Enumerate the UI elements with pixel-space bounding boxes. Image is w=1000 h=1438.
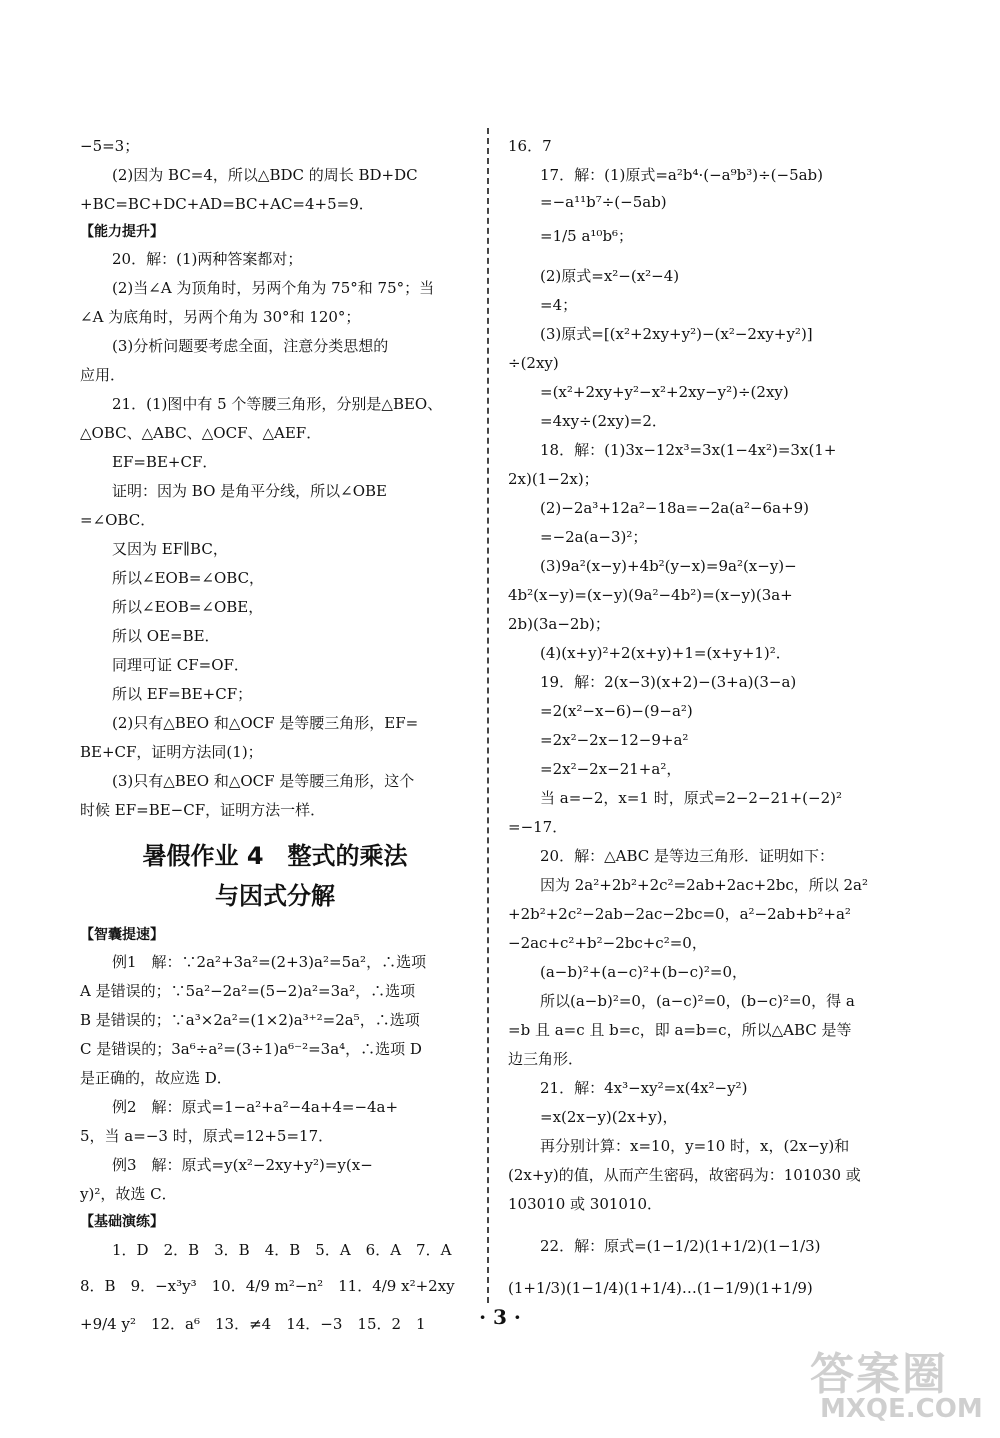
- text-line: (3)9a²(x−y)+4b²(y−x)=9a²(x−y)−: [540, 557, 797, 575]
- text-line: A 是错误的；∵5a²−2a²=(5−2)a²=3a²，∴选项: [80, 982, 416, 1000]
- text-line: △OBC、△ABC、△OCF、△AEF．: [80, 424, 322, 442]
- text-line: (3)只有△BEO 和△OCF 是等腰三角形，这个: [112, 772, 415, 790]
- text-line: 所以 EF=BE+CF；: [112, 685, 253, 703]
- text-line: =2x²−2x−12−9+a²: [540, 731, 689, 749]
- page-title-line1: 暑假作业 4 整式的乘法: [142, 842, 408, 870]
- text-line: 例1 解：∵2a²+3a²=(2+3)a²=5a²，∴选项: [112, 953, 427, 971]
- text-line: 17．解：(1)原式=a²b⁴·(−a⁹b³)÷(−5ab): [540, 166, 824, 184]
- text-line: =(x²+2xy+y²−x²+2xy−y²)÷(2xy): [540, 383, 789, 401]
- watermark-url: MXQE.COM: [820, 1394, 983, 1424]
- text-line: 再分别计算：x=10，y=10 时，x，(2x−y)和: [540, 1137, 850, 1155]
- page-number: · 3 ·: [479, 1305, 521, 1329]
- text-line: 20．解：(1)两种答案都对；: [112, 250, 303, 268]
- text-line: (3)原式=[(x²+2xy+y²)−(x²−2xy+y²)]: [540, 325, 813, 343]
- text-line: 所以(a−b)²=0，(a−c)²=0，(b−c)²=0，得 a: [540, 992, 855, 1010]
- text-line: 又因为 EF∥BC，: [112, 540, 228, 558]
- text-line: ÷(2xy): [508, 354, 559, 372]
- text-line: +9/4 y² 12．a⁶ 13．≠4 14．−3 15．2 1: [80, 1315, 426, 1333]
- column-divider: [487, 128, 490, 1303]
- text-line: 5，当 a=−3 时，原式=12+5=17．: [80, 1127, 334, 1145]
- text-line: 所以∠EOB=∠OBC，: [112, 569, 265, 587]
- text-line: =x(2x−y)(2x+y)，: [540, 1108, 678, 1126]
- text-line: 19．解：2(x−3)(x+2)−(3+a)(3−a): [540, 673, 797, 691]
- text-line: (2)因为 BC=4，所以△BDC 的周长 BD+DC: [112, 166, 418, 184]
- text-line: =−17．: [508, 818, 568, 836]
- text-line: 同理可证 CF=OF．: [112, 656, 249, 674]
- text-line: 16．7: [508, 137, 552, 155]
- text-line: 1．D 2．B 3．B 4．B 5．A 6．A 7．A: [112, 1241, 452, 1259]
- text-line: =b 且 a=c 且 b=c，即 a=b=c，所以△ABC 是等: [508, 1021, 852, 1039]
- text-line: =2x²−2x−21+a²，: [540, 760, 682, 778]
- watermark-text: 答案圈: [810, 1349, 948, 1400]
- page-title-line2: 与因式分解: [215, 882, 335, 910]
- text-line: EF=BE+CF．: [112, 453, 218, 471]
- text-line: C 是错误的；3a⁶÷a²=(3÷1)a⁶⁻²=3a⁴，∴选项 D: [80, 1040, 422, 1058]
- text-line: (a−b)²+(a−c)²+(b−c)²=0，: [540, 963, 747, 981]
- text-line: 证明：因为 BO 是角平分线，所以∠OBE: [112, 482, 387, 500]
- text-line: 所以∠EOB=∠OBE，: [112, 598, 264, 616]
- text-line: 因为 2a²+2b²+2c²=2ab+2ac+2bc，所以 2a²: [540, 876, 869, 894]
- text-line: 22．解：原式=(1−1/2)(1+1/2)(1−1/3): [540, 1237, 821, 1255]
- text-line: =4；: [540, 296, 578, 314]
- text-line: −5=3；: [80, 137, 140, 155]
- watermark-logo: [800, 1338, 990, 1430]
- text-line: 时候 EF=BE−CF，证明方法一样．: [80, 801, 326, 819]
- text-line: (1+1/3)(1−1/4)(1+1/4)…(1−1/9)(1+1/9): [508, 1279, 813, 1297]
- section-heading-nengli: 【能力提升】: [80, 224, 164, 240]
- text-line: 应用．: [80, 366, 126, 384]
- section-heading-jichu: 【基础演练】: [80, 1214, 164, 1230]
- text-line: ∠A 为底角时，另两个角为 30°和 120°；: [80, 308, 361, 326]
- text-line: (2)当∠A 为顶角时，另两个角为 75°和 75°；当: [112, 279, 435, 297]
- text-line: 21．解：4x³−xy²=x(4x²−y²): [540, 1079, 748, 1097]
- text-line: BE+CF，证明方法同(1)；: [80, 743, 263, 761]
- text-line: 18．解：(1)3x−12x³=3x(1−4x²)=3x(1+: [540, 441, 837, 459]
- text-line: =−a¹¹b⁷÷(−5ab): [540, 193, 667, 211]
- text-line: 是正确的，故应选 D．: [80, 1069, 232, 1087]
- text-line: =∠OBC．: [80, 511, 156, 529]
- text-line: (3)分析问题要考虑全面，注意分类思想的: [112, 337, 389, 355]
- text-line: +2b²+2c²−2ab−2ac−2bc=0，a²−2ab+b²+a²: [508, 905, 851, 923]
- text-line: B 是错误的；∵a³×2a²=(1×2)a³⁺²=2a⁵，∴选项: [80, 1011, 420, 1029]
- text-line: +BC=BC+DC+AD=BC+AC=4+5=9．: [80, 195, 374, 213]
- section-heading-zhinang: 【智囊提速】: [80, 927, 164, 943]
- text-line: =1/5 a¹⁰b⁶；: [540, 227, 634, 245]
- text-line: 4b²(x−y)=(x−y)(9a²−4b²)=(x−y)(3a+: [508, 586, 793, 604]
- text-line: y)²，故选 C．: [80, 1185, 177, 1203]
- text-line: 例3 解：原式=y(x²−2xy+y²)=y(x−: [112, 1156, 373, 1174]
- text-line: (4)(x+y)²+2(x+y)+1=(x+y+1)²．: [540, 644, 791, 662]
- text-line: 2b)(3a−2b)；: [508, 615, 610, 633]
- text-line: =4xy÷(2xy)=2．: [540, 412, 667, 430]
- text-line: =−2a(a−3)²；: [540, 528, 648, 546]
- text-line: 21．(1)图中有 5 个等腰三角形，分别是△BEO、: [112, 395, 443, 413]
- text-line: 8．B 9．−x³y³ 10．4/9 m²−n² 11．4/9 x²+2xy: [80, 1277, 455, 1295]
- text-line: 边三角形．: [508, 1050, 584, 1068]
- text-line: (2)只有△BEO 和△OCF 是等腰三角形，EF=: [112, 714, 419, 732]
- text-line: (2x+y)的值，从而产生密码，故密码为：101030 或: [508, 1166, 861, 1184]
- text-line: −2ac+c²+b²−2bc+c²=0，: [508, 934, 707, 952]
- text-line: 2x)(1−2x)；: [508, 470, 599, 488]
- text-line: 20．解：△ABC 是等边三角形．证明如下：: [540, 847, 835, 865]
- text-line: (2)−2a³+12a²−18a=−2a(a²−6a+9): [540, 499, 809, 517]
- text-line: =2(x²−x−6)−(9−a²): [540, 702, 693, 720]
- text-line: 103010 或 301010．: [508, 1195, 663, 1213]
- text-line: (2)原式=x²−(x²−4): [540, 267, 680, 285]
- text-line: 例2 解：原式=1−a²+a²−4a+4=−4a+: [112, 1098, 399, 1116]
- text-line: 当 a=−2，x=1 时，原式=2−2−21+(−2)²: [540, 789, 843, 807]
- text-line: 所以 OE=BE．: [112, 627, 220, 645]
